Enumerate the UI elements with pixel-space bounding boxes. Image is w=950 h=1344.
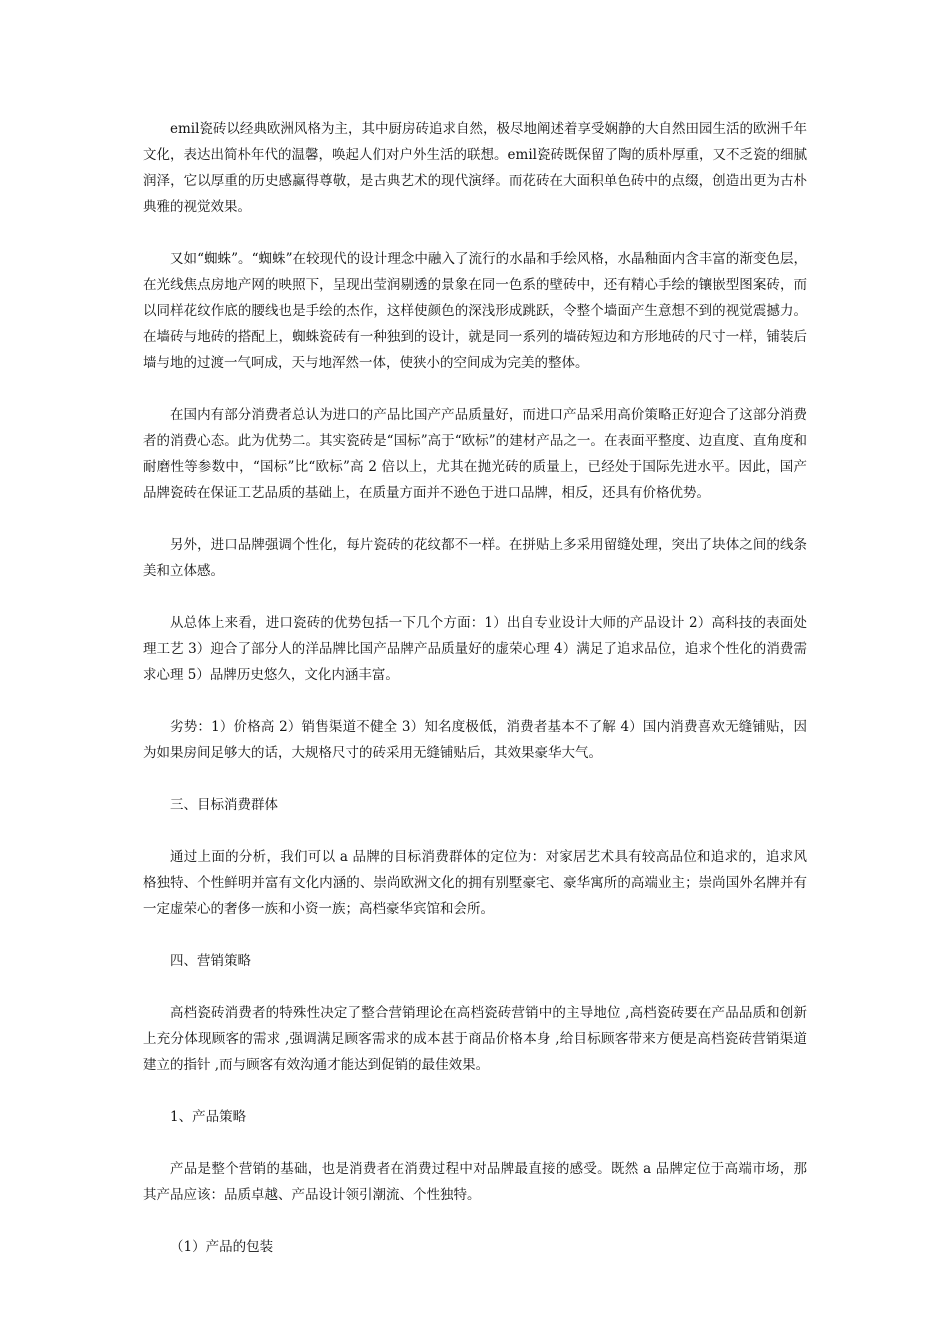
paragraph-personalization: 另外，进口品牌强调个性化，每片瓷砖的花纹都不一样。在拼贴上多采用留缝处理，突出了块体之间的线条美和立体感。 (143, 537, 807, 579)
paragraph-disadvantages: 劣势：1）价格高 2）销售渠道不健全 3）知名度极低，消费者基本不了解 4）国内消费喜欢无缝铺贴，因为如果房间足够大的话，大规格尺寸的砖采用无缝铺贴后，其效果豪华大气。 (143, 719, 807, 761)
paragraph-emil: emil瓷砖以经典欧洲风格为主，其中厨房砖追求自然，极尽地阐述着享受娴静的大自然田园生活的欧洲千年文化，表达出简朴年代的温馨，唤起人们对户外生活的联想。emil瓷砖既保留了陶的质朴厚重，又不乏瓷的细腻润泽，它以厚重的历史感赢得尊敬，是古典艺术的现代演绎。而花砖在大面积单色砖中的点缀，创造出更为古朴典雅的视觉效果。 (143, 121, 807, 215)
paragraph-quality: 在国内有部分消费者总认为进口的产品比国产产品质量好，而进口产品采用高价策略正好迎合了这部分消费者的消费心态。此为优势二。其实瓷砖是“国标”高于“欧标”的建材产品之一。在表面平整度、边直度、直角度和耐磨性等参数中，“国标”比“欧标”高 2 倍以上，尤其在抛光砖的质量上，已经处于国际先进水平。因此，国产品牌瓷砖在保证工艺品质的基础上，在质量方面并不逊色于进口品牌，相反，还具有价格优势。 (143, 407, 807, 501)
document-body (143, 116, 807, 1260)
section-heading-marketing-strategy: 四、营销策略 (170, 953, 251, 969)
section-heading-target-consumers: 三、目标消费群体 (170, 797, 278, 813)
paragraph-advantages: 从总体上来看，进口瓷砖的优势包括一下几个方面：1）出自专业设计大师的产品设计 2）高科技的表面处理工艺 3）迎合了部分人的洋品牌比国产品牌产品质量好的虚荣心理 4）满足了追求品位，追求个性化的消费需求心理 5）品牌历史悠久，文化内涵丰富。 (143, 615, 807, 683)
section-heading-product-strategy: 1、产品策略 (170, 1109, 247, 1125)
paragraph-spider: 又如“蜘蛛”。“蜘蛛”在较现代的设计理念中融入了流行的水晶和手绘风格，水晶釉面内含丰富的渐变色层，在光线焦点房地产网的映照下，呈现出莹润剔透的景象在同一色系的壁砖中，还有精心手绘的镶嵌型图案砖，而以同样花纹作底的腰线也是手绘的杰作，这样使颜色的深浅形成跳跃，令整个墙面产生意想不到的视觉震撼力。在墙砖与地砖的搭配上，蜘蛛瓷砖有一种独到的设计，就是同一系列的墙砖短边和方形地砖的尺寸一样，铺装后墙与地的过渡一气呵成，天与地浑然一体，使狭小的空间成为完美的整体。 (143, 251, 807, 371)
paragraph-marketing-strategy: 高档瓷砖消费者的特殊性决定了整合营销理论在高档瓷砖营销中的主导地位 ,高档瓷砖要在产品品质和创新上充分体现顾客的需求 ,强调满足顾客需求的成本甚于商品价格本身 ,给目标顾客带来方便是高档瓷砖营销渠道建立的指针 ,而与顾客有效沟通才能达到促销的最佳效果。 (143, 1005, 807, 1073)
paragraph-product-strategy: 产品是整个营销的基础，也是消费者在消费过程中对品牌最直接的感受。既然 a 品牌定位于高端市场，那其产品应该：品质卓越、产品设计领引潮流、个性独特。 (143, 1161, 807, 1203)
subheading-product-packaging: （1）产品的包装 (170, 1239, 274, 1255)
paragraph-target-consumers: 通过上面的分析，我们可以 a 品牌的目标消费群体的定位为：对家居艺术具有较高品位和追求的，追求风格独特、个性鲜明并富有文化内涵的、崇尚欧洲文化的拥有别墅豪宅、豪华寓所的高端业主；崇尚国外名牌并有一定虚荣心的奢侈一族和小资一族；高档豪华宾馆和会所。 (143, 849, 807, 917)
